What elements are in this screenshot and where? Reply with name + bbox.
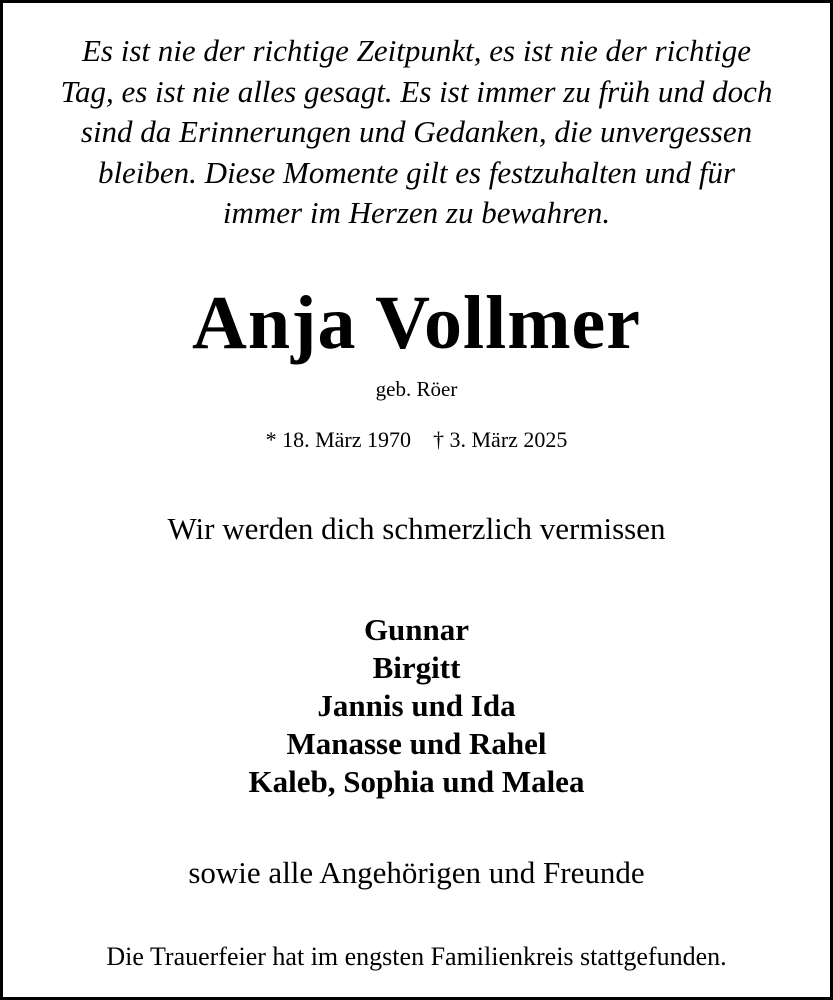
birth-date: * 18. März 1970 <box>265 427 411 452</box>
memorial-quote <box>23 31 810 234</box>
funeral-note: Die Trauerfeier hat im engsten Familienkreis stattgefunden. <box>106 942 727 971</box>
quote-line: immer im Herzen zu bewahren. <box>222 195 611 230</box>
maiden-name: geb. Röer <box>375 377 458 401</box>
quote-line: bleiben. Diese Momente gilt es festzuhalten und für <box>97 154 736 190</box>
relatives-line: sowie alle Angehörigen und Freunde <box>188 855 645 890</box>
quote-line: sind da Erinnerungen und Gedanken, die unvergessen <box>80 114 753 149</box>
life-dates <box>3 426 830 454</box>
quote-line: Es ist nie der richtige Zeitpunkt, es ist nie der richtige <box>82 33 751 68</box>
quote-line: Tag, es ist nie alles gesagt. Es ist immer zu früh und doch <box>60 73 773 109</box>
family-member: Jannis und Ida <box>317 688 516 723</box>
family-member: Gunnar <box>363 612 470 647</box>
farewell-message: Wir werden dich schmerzlich vermissen <box>167 511 666 546</box>
deceased-name: Anja Vollmer <box>192 281 641 365</box>
death-date: † 3. März 2025 <box>433 427 568 452</box>
family-member: Birgitt <box>372 650 461 685</box>
family-member: Manasse und Rahel <box>286 726 547 761</box>
family-list <box>3 611 830 801</box>
family-member: Kaleb, Sophia und Malea <box>248 764 585 799</box>
